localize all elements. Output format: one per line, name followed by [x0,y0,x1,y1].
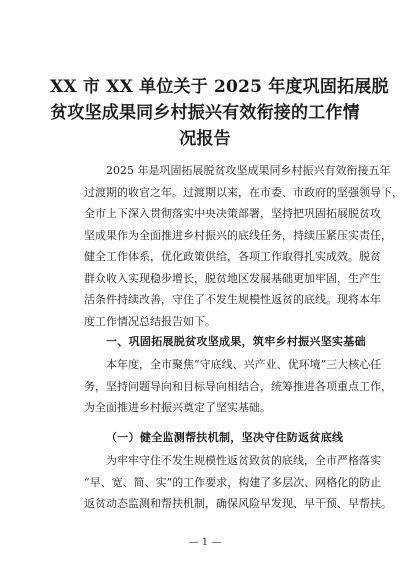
document-title [50,74,389,152]
paragraph-line: 本年度，全市聚焦“守底线、兴产业、优环境”三大核心任 [106,358,382,371]
paragraph-line: 为牢牢守住不发生规模性返贫致贫的底线，全市严格落实 [106,454,381,467]
paragraph-line: 坚成果作为全面推进乡村振兴的底线任务，持续压紧压实责任， [84,228,392,242]
intro-paragraph [84,160,403,332]
title-line: 贫攻坚成果同乡村振兴有效衔接的工作情 [50,103,360,123]
paragraph-line: 返贫动态监测和帮扶机制，确保风险早发现、早干预、早帮扶。 [84,497,392,510]
paragraph-line: 群众收入实现稳步增长，脱贫地区发展基础更加牢固，生产生 [84,271,381,285]
subsection-heading: （一）健全监测帮扶机制，坚决守住防返贫底线 [106,431,344,444]
page-number: — 1 — [188,537,222,548]
paragraph-line: 活条件持续改善，守住了不发生规模性返贫的底线。现将本年 [84,293,381,306]
paragraph-line: 全市上下深入贯彻落实中央决策部署，坚持把巩固拓展脱贫攻 [84,207,381,220]
paragraph-line: 务，坚持问题导向和目标导向相结合，统筹推进各项重点工作， [84,379,392,393]
paragraph-line: 度工作情况总结报告如下。 [84,314,216,328]
title-line: 况报告 [179,129,231,149]
title-line: XX 市 XX 单位关于 2025 年度巩固拓展脱 [50,77,389,97]
paragraph-line: 健全工作体系，优化政策供给，各项工作取得扎实成效。脱贫 [84,250,381,263]
section-paragraph [84,354,392,419]
paragraph-line: 过渡期的收官之年。过渡期以来，在市委、市政府的坚强领导下， [84,185,403,199]
paragraph-line: “早、宽、简、实”的工作要求，构建了多层次、网格化的防止 [84,475,382,489]
subsection-paragraph [84,450,392,515]
paragraph-line: 为全面推进乡村振兴奠定了坚实基础。 [84,401,271,414]
paragraph-line: 2025 年是巩固拓展脱贫攻坚成果同乡村振兴有效衔接五年 [106,164,391,177]
section-heading: 一、巩固拓展脱贫攻坚成果，筑牢乡村振兴坚实基础 [106,335,366,348]
